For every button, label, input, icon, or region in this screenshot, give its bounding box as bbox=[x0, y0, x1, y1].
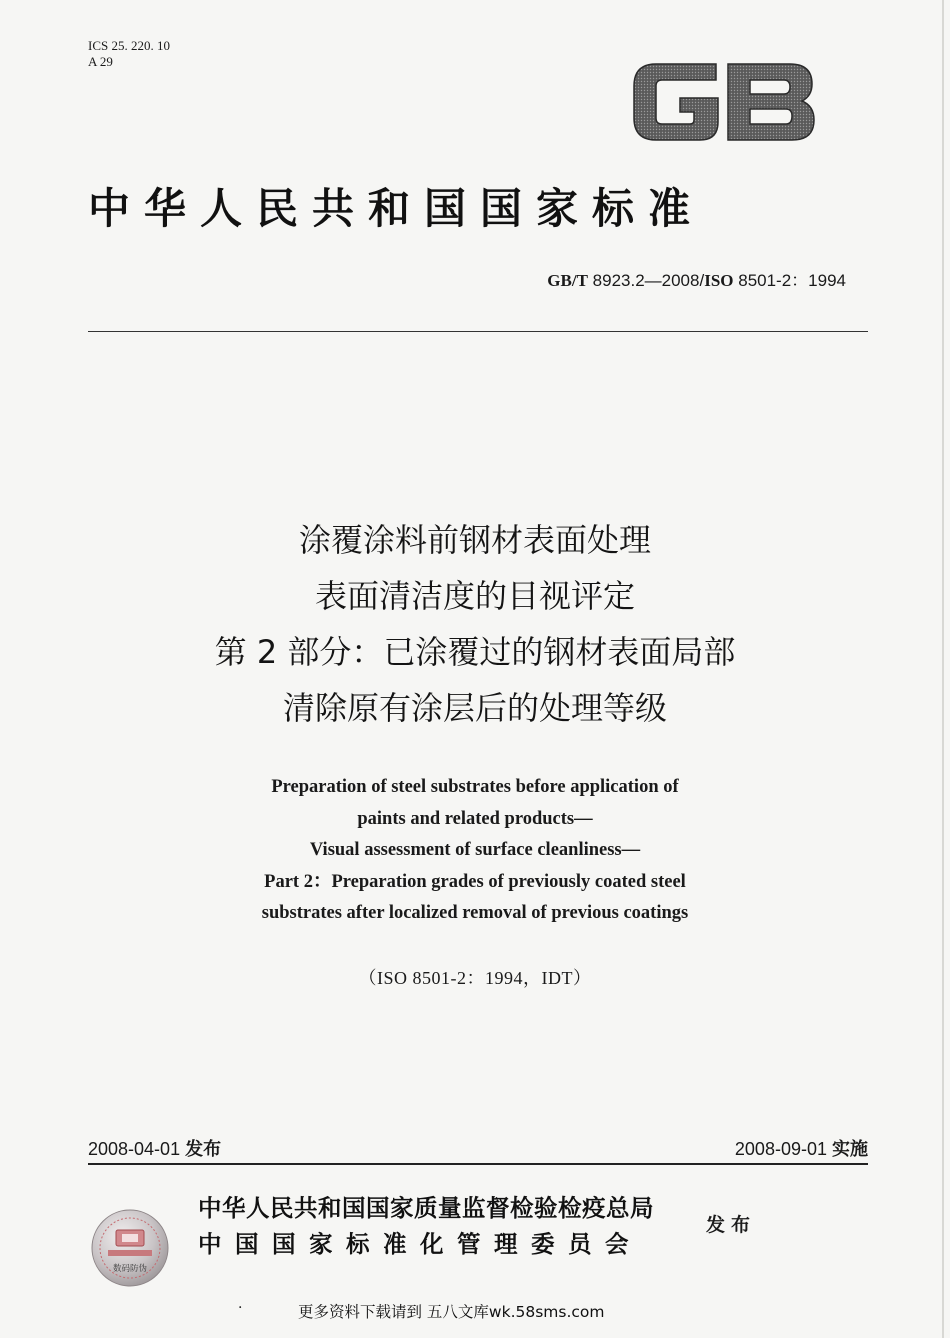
standard-number-iso-prefix: ISO bbox=[704, 271, 734, 290]
classification-codes bbox=[88, 38, 170, 70]
gb-logo-text: GB bbox=[628, 56, 630, 57]
english-title-line: Preparation of steel substrates before application of bbox=[271, 777, 679, 797]
chinese-title-line: 清除原有涂层后的处理等级 bbox=[282, 689, 667, 727]
issue-date: 2008-04-01 bbox=[88, 1139, 181, 1159]
top-divider bbox=[88, 331, 868, 332]
english-title bbox=[80, 772, 870, 930]
standard-number-iso: 8501-2：1994 bbox=[738, 271, 846, 290]
english-title-line: Part 2：Preparation grades of previously coated steel bbox=[264, 871, 686, 892]
gb-logo bbox=[628, 56, 818, 146]
chinese-title-line: 涂覆涂料前钢材表面处理 bbox=[298, 521, 651, 559]
anti-counterfeit-seal bbox=[90, 1208, 170, 1288]
issuer-aqsiq: 中华人民共和国国家质量监督检验检疫总局 bbox=[198, 1194, 654, 1222]
implement-label: 实施 bbox=[832, 1139, 868, 1160]
chinese-title bbox=[75, 512, 875, 736]
publish-label: 发布 bbox=[706, 1214, 757, 1236]
ccs-code: A 29 bbox=[88, 54, 113, 69]
english-title-line: substrates after localized removal of previous coatings bbox=[261, 903, 689, 923]
english-title-line: Visual assessment of surface cleanliness— bbox=[309, 840, 641, 860]
footer-dot: · bbox=[238, 1300, 243, 1316]
footer-download-link[interactable]: 更多资料下载请到 五八文库wk.58sms.com bbox=[298, 1303, 605, 1321]
ics-code: ICS 25. 220. 10 bbox=[88, 38, 170, 53]
standard-number-main: 8923.2—2008/ bbox=[592, 271, 705, 290]
standard-number-prefix: GB/T bbox=[547, 271, 588, 290]
standard-number bbox=[547, 266, 846, 291]
implement-date: 2008-09-01 bbox=[734, 1139, 827, 1159]
page-edge bbox=[942, 0, 944, 1338]
issuer-sac: 中国国家标准化管理委员会 bbox=[198, 1230, 642, 1258]
standard-organization: 中华人民共和国国家标准 bbox=[88, 184, 705, 233]
chinese-title-line: 第 2 部分：已涂覆过的钢材表面局部 bbox=[214, 633, 736, 671]
seal-label: 数码防伪 bbox=[112, 1264, 148, 1274]
issue-label: 发布 bbox=[185, 1139, 222, 1160]
implement-date-block bbox=[735, 1135, 868, 1161]
issue-date-block bbox=[88, 1135, 221, 1161]
chinese-title-line: 表面清洁度的目视评定 bbox=[314, 577, 635, 615]
iso-reference: （ISO 8501-2：1994，IDT） bbox=[358, 968, 592, 988]
bottom-divider bbox=[88, 1163, 868, 1165]
english-title-line: paints and related products— bbox=[357, 808, 593, 829]
issuing-authorities bbox=[198, 1190, 654, 1262]
